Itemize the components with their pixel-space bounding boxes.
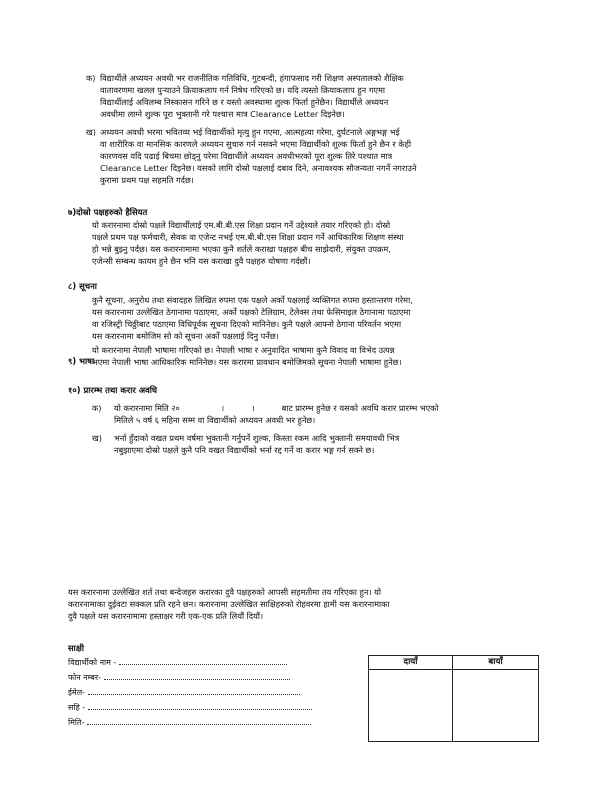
thumbprint-table: [368, 655, 539, 742]
clause-a-text: [100, 72, 540, 120]
date-separator: ।: [251, 403, 255, 413]
student-name-field[interactable]: [68, 656, 287, 669]
fill-line[interactable]: [119, 656, 287, 665]
witness-heading: साक्षी: [68, 643, 85, 653]
text-fragment: बाट प्रारम्भ हुनेछ र यसको अवधि करार प्रारम्भ भएको: [281, 403, 439, 413]
clause-b-marker: ख): [86, 127, 96, 137]
text-line: दुवै पक्षले यस करारनामामा हस्ताक्षर गरी एक-एक प्रति लियौं दियौं।: [68, 611, 264, 622]
text-line: अवधीमा लाग्ने शुल्क पूरा भुक्तानी गरे पश्चात्त मात्र Clearance Letter दिइनेछ।: [100, 109, 345, 120]
text-line: हो भन्ने बुझ्नु पर्दछ। यस करारनामामा भएका कुनै शर्तले कराखा पक्षहरु बीच साझेदारी, संयुक्त उपक्रम,: [92, 244, 391, 255]
fill-line[interactable]: [88, 701, 312, 710]
closing-paragraph: [68, 586, 540, 622]
start-date-label: यो करारनामा मिति २०: [114, 403, 180, 413]
section-10-a-marker: क): [92, 403, 102, 413]
text-line: अध्ययन अवधी भरमा भवितव्य भई विद्यार्थीको मृत्यु हुन गएमा, आत्महत्या गरेमा, दुर्घटनाले अङ्गभङ्ग भई: [100, 127, 400, 137]
fill-line[interactable]: [104, 671, 290, 680]
text-line: यस करारनामा उल्लेखित शर्त तथा बन्देजहरु करारका दुवै पक्षहरुको आपसी सहमतीमा तय गरिएका हुन। यो: [68, 587, 381, 597]
section-10-b-marker: ख): [92, 433, 102, 443]
section-7-heading: ७)दोस्रो पक्षहरुको हैसियत: [68, 207, 148, 217]
text-line: करारनामाका दुईवटा सक्कल प्रति रहने छन। करारनामा उल्लेखित साक्षिहरुको रोहवरमा हामी यस करारनामाका: [68, 599, 390, 610]
clause-b-text: [100, 126, 540, 186]
field-label: सहि -: [68, 703, 86, 712]
fill-line[interactable]: [87, 716, 311, 725]
email-field[interactable]: [68, 686, 300, 699]
text-line: [114, 402, 540, 414]
left-thumb-box[interactable]: [453, 670, 539, 742]
section-7-text: [92, 219, 540, 267]
text-line: यो करारनामा नेपाली भाषामा गरिएको छ। नेपाली भाषा र अनुवादित भाषामा कुनै विवाद वा विभेद उत्पन्न: [92, 345, 395, 355]
section-10-heading: १०) प्रारम्भ तथा करार अवधि: [68, 385, 158, 395]
text-line: कुरामा प्रथम पक्ष सहमति गर्दछ।: [100, 175, 194, 186]
phone-field[interactable]: [68, 671, 290, 684]
section-8-text: [92, 294, 540, 342]
text-line: नबुझाएमा दोस्रो पक्षले कुनै पनि वखत विद्यार्थीको भर्ना रद्द गर्ने वा करार भङ्ग गर्न सक्ने छ।: [114, 445, 375, 456]
right-thumb-header: दायाँ: [369, 656, 453, 670]
field-label: विद्यार्थीको नाम -: [68, 658, 117, 667]
date-separator: ।: [221, 403, 225, 413]
text-line: विद्यार्थीलाई अविलम्ब निस्कासन गरिने छ र यस्तो अवस्थामा शुल्क फिर्ता हुनेछैन। विद्यार्थीले अध्ययन: [100, 97, 389, 108]
text-line: भर्ना हुँदाको वखत प्रथम वर्षमा भुक्तानी गर्नुपर्ने शुल्क, किस्ता रकम आदि भुक्तानी समयावधी भित्र: [114, 433, 400, 443]
text-line: वातावरणमा खलल पुऱ्याउने क्रियाकलाप गर्न निषेध गरिएको छ। यदि त्यस्तो क्रियाकलाप हुन गएमा: [100, 85, 385, 96]
fill-line[interactable]: [88, 686, 300, 695]
text-line: वा रजिस्ट्री चिठ्ठीबाट पठाएमा विधिपूर्वक सूचना दिएको मानिनेछ। कुनै पक्षले आफ्नो ठेगाना परिवर्तन भएमा: [92, 319, 402, 330]
section-10-b-text: [114, 432, 540, 456]
right-thumb-box[interactable]: [369, 670, 453, 742]
left-thumb-header: बायाँ: [453, 656, 539, 670]
text-line: यस करारनामा उल्लेखित ठेगानामा पठाएमा, अर्को पक्षको टेलिग्राम, टेलेक्स तथा फेसिमाइल ठेगानामा पठाएमा: [92, 307, 411, 318]
text-line: भएमा नेपाली भाषा आधिकारिक मानिनेछ। यस करारमा प्रावधान बमोजिमको सूचना नेपाली भाषामा हुनेछ।: [92, 357, 402, 368]
field-label: मिति-: [68, 718, 85, 727]
text-line: कारणवस यदि पढाई बिचमा छोड्नु परेमा विद्यार्थीले अध्ययन अवधीभरको पूरा शुल्क तिरे पश्चात मात्र: [100, 151, 393, 162]
text-line: विद्यार्थीले अध्ययन अवधी भर राजनीतिक गतिविधि, गुटबन्दी, हंगाफसाद गरी शिक्षण अस्पतालको शैक्षिक: [100, 73, 404, 83]
clause-a-marker: क): [86, 73, 96, 83]
field-label: ईमेल-: [68, 688, 86, 697]
section-9-heading: ९) भाषा: [68, 356, 95, 366]
text-line: वा शारीरिक वा मानसिक कारणले अध्ययन सुचारु गर्न नसक्ने भएमा विद्यार्थीको शुल्क फिर्ता हुने छैन र केही: [100, 139, 412, 150]
section-10-a-text: [114, 402, 540, 426]
text-line: Clearance Letter दिइनेछ। यसको लागि दोस्रो पक्षलाई दबाव दिने, अनावश्यक सौजन्यता नगर्ने नगराउने: [100, 163, 417, 174]
text-line: एजेन्सी सम्बन्ध कायम हुने छैन भनि यस कराखा दुवै पक्षहरु घोषणा गर्दछौं।: [92, 256, 311, 267]
date-field[interactable]: [68, 716, 311, 729]
text-line: यस करारनामा बमोजिम सो को सूचना अर्को पक्षलाई दिनु पर्नेछ।: [92, 331, 279, 342]
signature-field[interactable]: [68, 701, 312, 714]
text-line: यो करारनामा दोस्रो पक्षले विद्यार्थीलाई एम.बी.बी.एस शिक्षा प्रदान गर्ने उद्देश्यले तयार गरिएको हो। दोस्रो: [92, 220, 391, 230]
section-9-text: [92, 344, 540, 368]
section-8-heading: ८) सूचना: [68, 281, 97, 291]
field-label: फोन नम्बर-: [68, 673, 101, 682]
text-line: कुनै सूचना, अनुरोध तथा संवादहरु लिखित रुपमा एक पक्षले अर्को पक्षलाई व्यक्तिगत रुपमा हस्तान्तरण गरेमा,: [92, 295, 413, 305]
text-line: मितिले ५ वर्ष ६ महिना सम्म वा विद्यार्थीको अध्ययन अवधी भर हुनेछ।: [114, 415, 316, 426]
text-line: पक्षले प्रथम पक्ष फर्मचारी, सेवक वा एजेन्ट नभई एम.बी.बी.एस शिक्षा प्रदान गर्ने आधिकारिक शिक्षण संस्था: [92, 232, 404, 243]
